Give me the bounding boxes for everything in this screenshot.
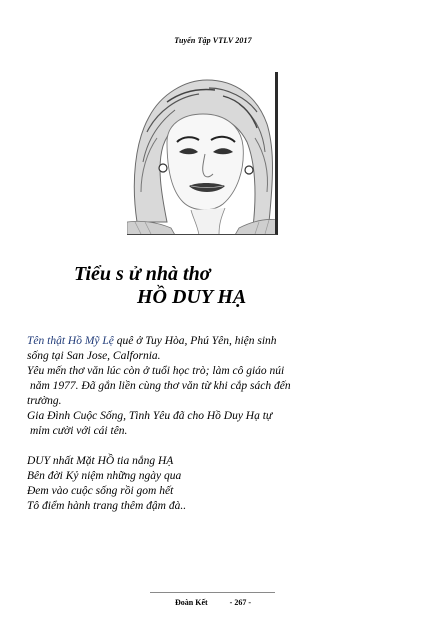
bio-line-7: mỉm cười với cái tên. (30, 425, 128, 437)
bio-real-name: Tên thật Hồ Mỹ Lệ (27, 335, 114, 347)
poem-line-2: Bên đời Kỷ niệm những ngày qua (27, 470, 182, 482)
bio-line-3: Yêu mến thơ văn lúc còn ở tuổi học trò; làm cô giáo núi (27, 365, 285, 377)
poem-stanza (27, 454, 407, 514)
poem-line-3: Đem vào cuộc sống rồi gom hết (27, 485, 174, 497)
running-header: Tuyển Tập VTLV 2017 (174, 36, 252, 45)
poem-line-4: Tô điểm hành trang thêm đậm đà.. (27, 500, 187, 512)
page-number: - 267 - (229, 598, 251, 607)
poem-line-1: DUY nhất Mặt HỒ tia nắng HẠ (27, 455, 174, 467)
bio-line-2: sống tại San Jose, Calfornia. (27, 350, 161, 362)
bio-line-1 (27, 334, 407, 349)
bio-line-5: trường. (27, 395, 62, 407)
poet-name-heading: HỒ DUY HẠ (137, 286, 247, 308)
title-heading: Tiểu s ử nhà thơ (74, 263, 211, 285)
bio-line-4: năm 1977. Đã gắn liền cùng thơ văn từ khi cắp sách đến (30, 380, 291, 392)
biography-paragraph (27, 334, 407, 439)
portrait-sketch-image (127, 72, 278, 235)
bio-line-1-rest: quê ở Tuy Hòa, Phú Yên, hiện sinh (113, 335, 277, 347)
bio-line-6: Gia Đình Cuộc Sống, Tình Yêu đã cho Hồ Duy Hạ tự (27, 410, 273, 422)
footer-section-name: Đoàn Kết (175, 598, 208, 607)
page-footer (0, 598, 426, 608)
footer-divider (150, 592, 275, 593)
